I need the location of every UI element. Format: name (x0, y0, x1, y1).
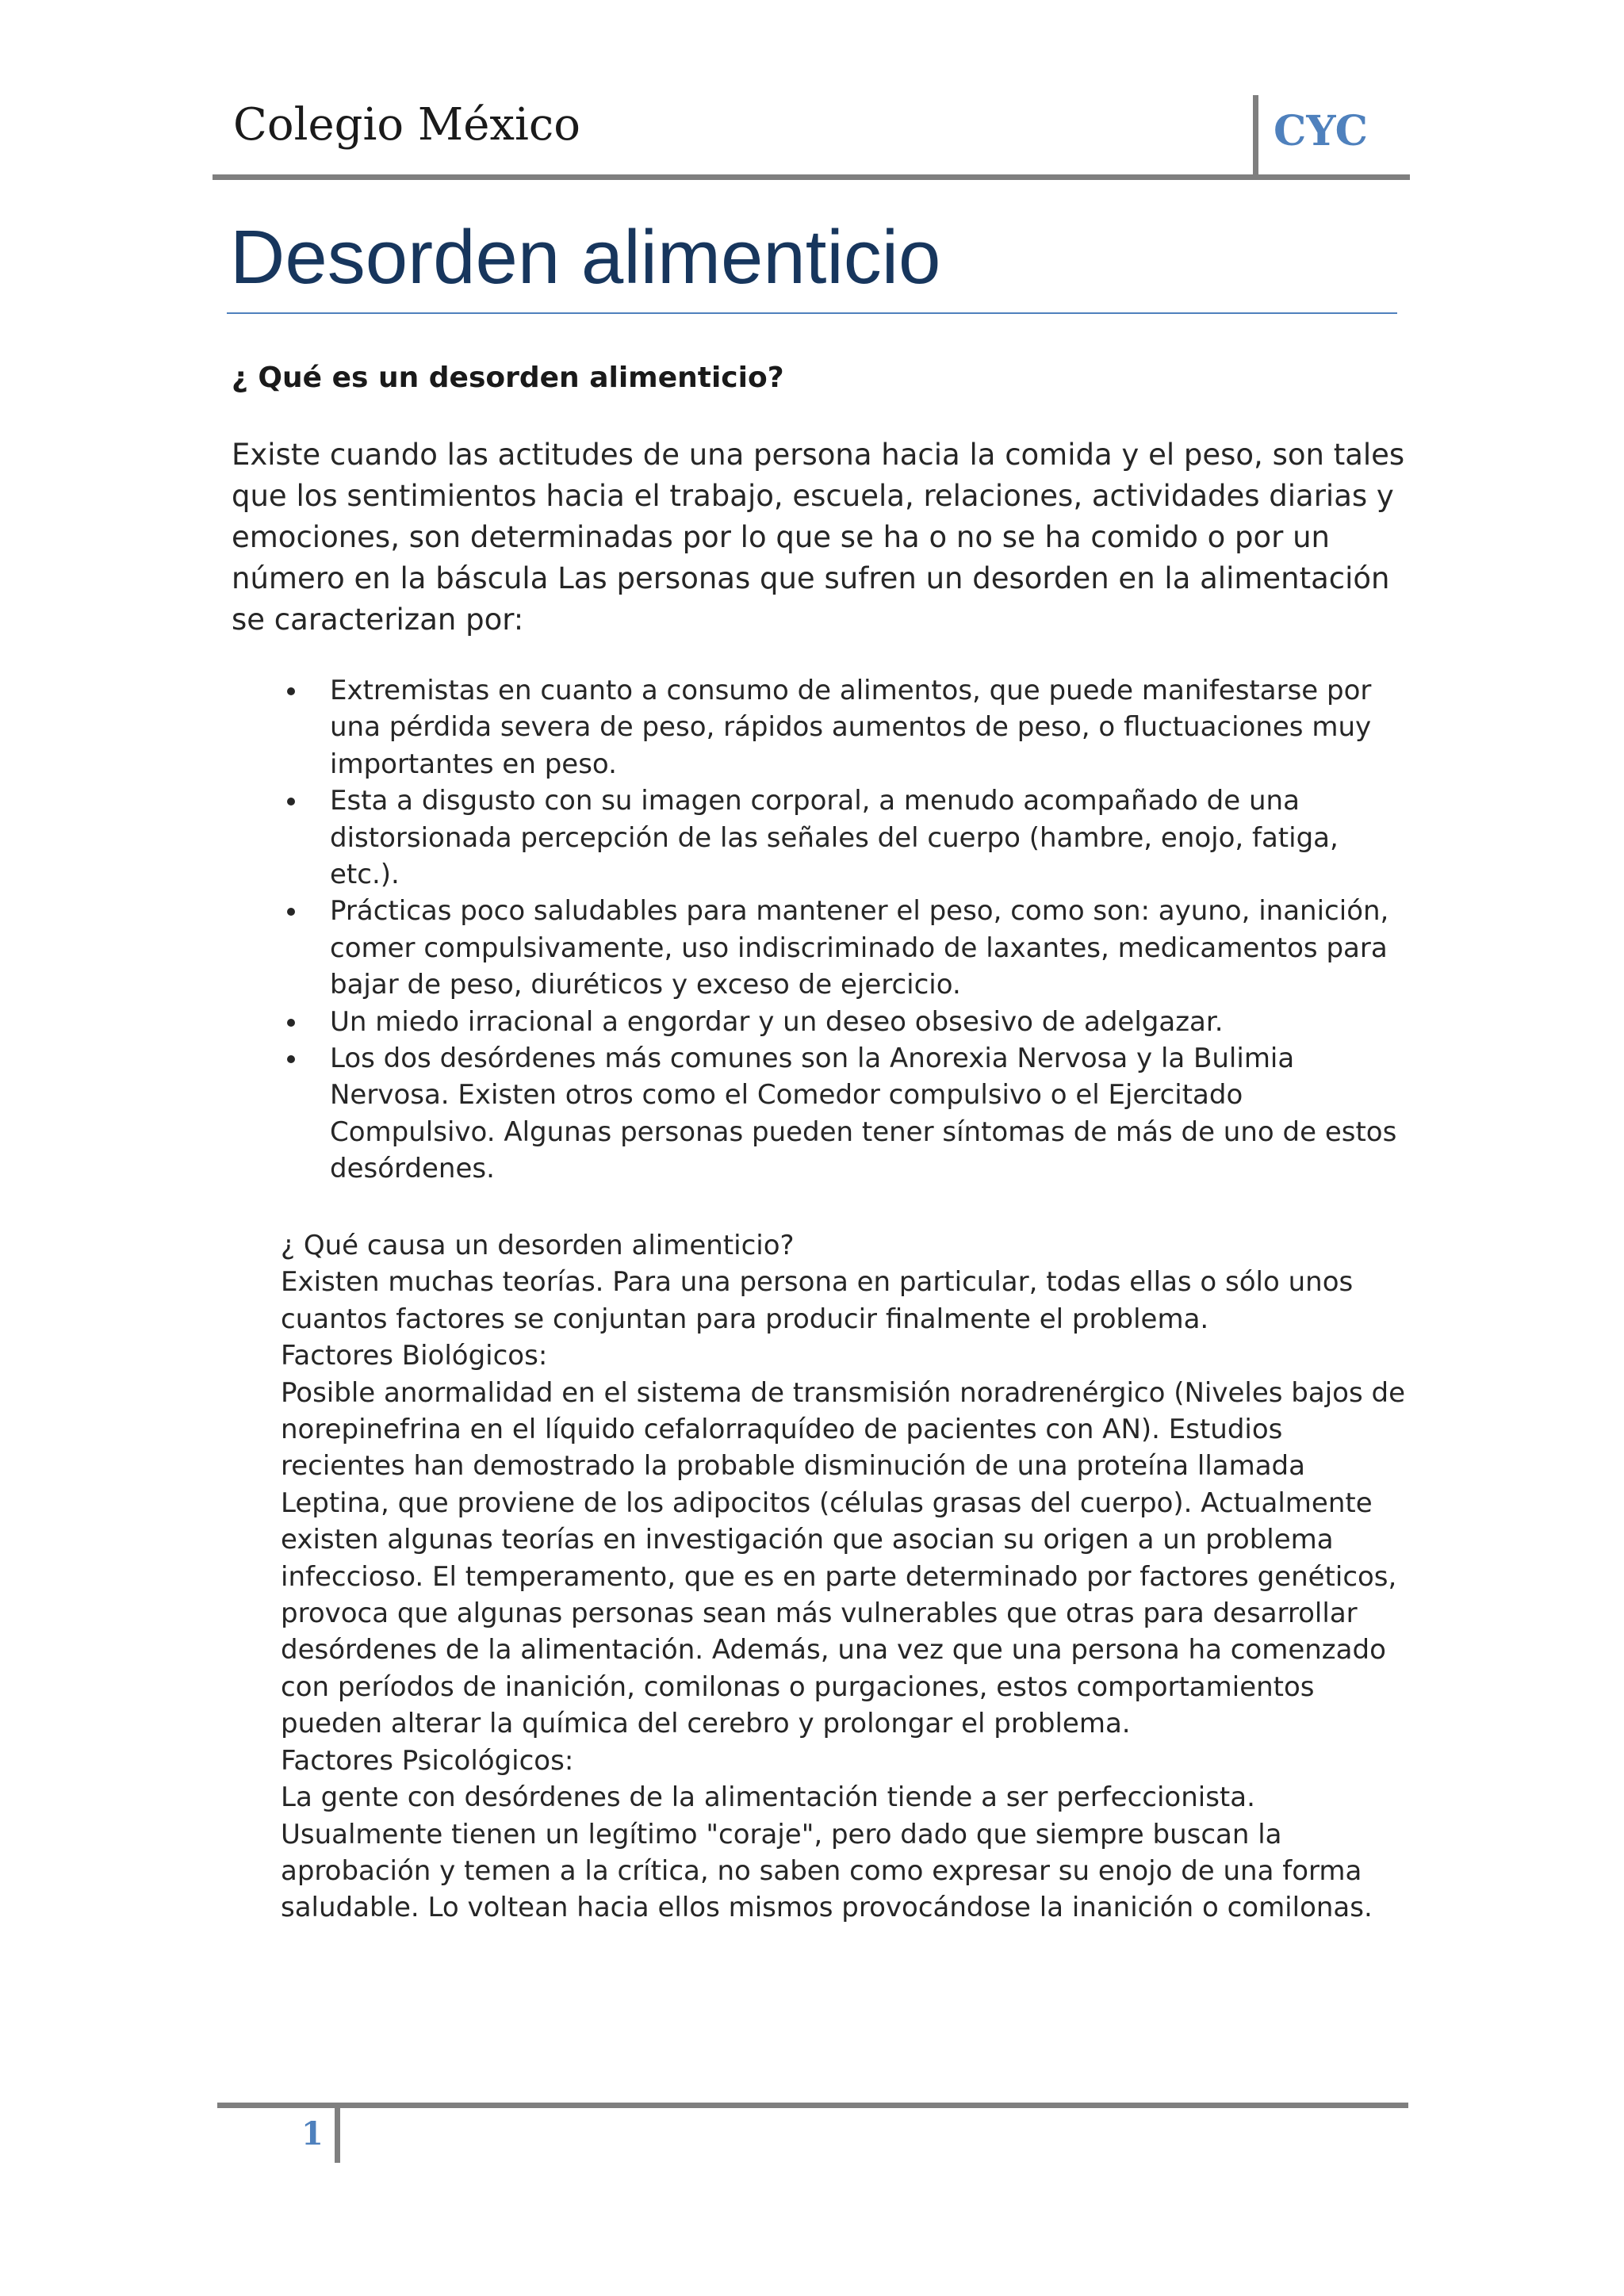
list-item-text: Un miedo irracional a engordar y un deseo obsesivo de adelgazar. (330, 1005, 1224, 1038)
list-item (281, 783, 1407, 893)
biological-factors-text: Posible anormalidad en el sistema de transmisión noradrenérgico (Niveles bajos de norepinefrina en el líquido cefalorraquídeo de pacientes con AN). Estudios recientes han demostrado la probable disminución de una proteína llamada Leptina, que proviene de los adipocitos (células grasas del cuerpo). Actualmente existen algunas teorías en investigación que asocian su origen a un problema infeccioso. El temperamento, que es en parte determinado por factores genéticos, provoca que algunas personas sean más vulnerables que otras para desarrollar desórdenes de la alimentación. Además, una vez que una persona ha comenzado con períodos de inanición, comilonas o purgaciones, estos comportamientos pueden alterar la química del cerebro y prolongar el problema. (281, 1376, 1405, 1740)
causes-intro: Existen muchas teorías. Para una persona en particular, todas ellas o sólo unos cuantos factores se conjuntan para producir finalmente el problema. (281, 1266, 1354, 1335)
characteristics-list (281, 672, 1407, 1188)
psychological-factors-heading: Factores Psicológicos: (281, 1744, 574, 1777)
page-number: 1 (301, 2115, 324, 2152)
bullet-icon (287, 687, 295, 695)
psychological-factors-text: La gente con desórdenes de la alimentación tiende a ser perfeccionista. Usualmente tienen un legítimo "coraje", pero dado que siempre buscan la aprobación y temen a la crítica, no saben como expresar su enojo de una forma saludable. Lo voltean hacia ellos mismos provocándose la inanición o comilonas. (281, 1781, 1373, 1924)
intro-paragraph: Existe cuando las actitudes de una persona hacia la comida y el peso, son tales que los sentimientos hacia el trabajo, escuela, relaciones, actividades diarias y emociones, son determinadas por lo que se ha o no se ha comido o por un número en la báscula Las personas que sufren un desorden en la alimentación se caracterizan por: (232, 438, 1405, 637)
footer-vertical-divider (335, 2107, 340, 2163)
header-abbreviation: CYC (1274, 107, 1368, 155)
causes-heading: ¿ Qué causa un desorden alimenticio? (281, 1230, 795, 1261)
biological-factors-heading: Factores Biológicos: (281, 1340, 548, 1372)
list-item-text: Esta a disgusto con su imagen corporal, a menudo acompañado de una distorsionada percepción de las señales del cuerpo (hambre, enojo, fatiga, etc.). (330, 785, 1339, 891)
header-vertical-divider (1253, 95, 1258, 176)
bullet-icon (287, 1055, 295, 1063)
list-item (281, 1004, 1407, 1040)
bullet-icon (287, 798, 295, 806)
footer-rule (217, 2103, 1408, 2108)
header-rule (213, 174, 1410, 180)
list-item (281, 672, 1407, 783)
document-title: Desorden alimenticio (230, 215, 941, 300)
list-item-text: Los dos desórdenes más comunes son la Anorexia Nervosa y la Bulimia Nervosa. Existen otros como el Comedor compulsivo o el Ejercitado Compulsivo. Algunas personas pueden tener síntomas de más de uno de estos desórdenes. (330, 1043, 1397, 1185)
title-underline (227, 312, 1397, 314)
bullet-icon (287, 908, 295, 916)
list-item (281, 1040, 1407, 1188)
list-item (281, 893, 1407, 1003)
list-item-text: Prácticas poco saludables para mantener el peso, como son: ayuno, inanición, comer compulsivamente, uso indiscriminado de laxantes, medicamentos para bajar de peso, diuréticos y exceso de ejercicio. (330, 895, 1389, 1001)
header-school-name: Colegio México (233, 99, 580, 151)
list-item-text: Extremistas en cuanto a consumo de alimentos, que puede manifestarse por una pérdida severa de peso, rápidos aumentos de peso, o fluctuaciones muy importantes en peso. (330, 675, 1372, 780)
causes-section (281, 1227, 1407, 1927)
bullet-icon (287, 1019, 295, 1027)
section-heading: ¿ Qué es un desorden alimenticio? (232, 362, 784, 394)
